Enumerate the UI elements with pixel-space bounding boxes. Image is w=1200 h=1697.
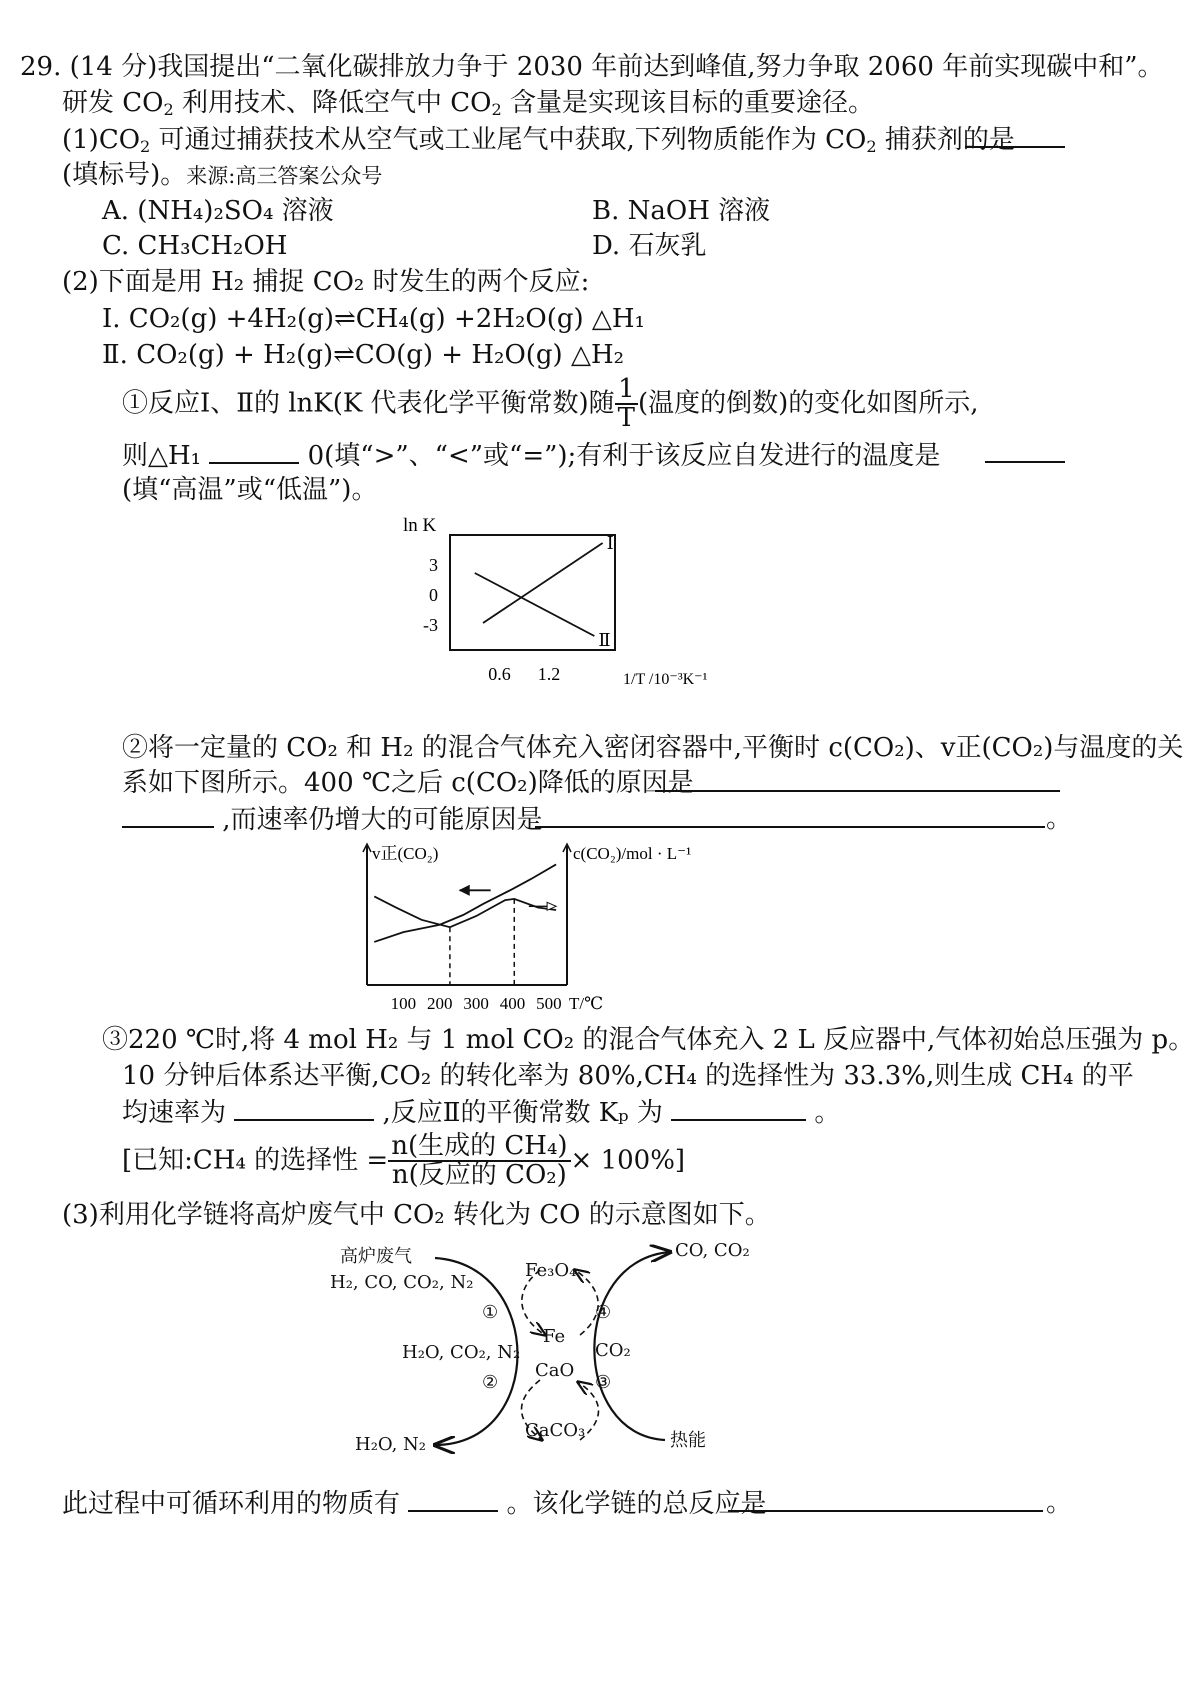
part2-q2-line3: ,而速率仍增大的可能原因是 [122, 804, 543, 836]
part3-final-end: 。 [1046, 1488, 1073, 1518]
reaction-2: Ⅱ. CO₂(g) + H₂(g)⇌CO(g) + H₂O(g) △H₂ [102, 340, 625, 370]
question-29-intro: 29. (14 分)我国提出“二氧化碳排放力争于 2030 年前达到峰值,努力争取 2060 年前实现碳中和”。 [20, 52, 1164, 82]
part3-stem: (3)利用化学链将高炉废气中 CO₂ 转化为 CO 的示意图如下。 [62, 1200, 771, 1230]
answer-blank-8[interactable] [671, 1097, 806, 1121]
right-y-axis-label: c(CO₂)/mol · L⁻¹ [573, 844, 692, 863]
series-curve-1 [374, 864, 556, 941]
x-tick-label: 200 [426, 994, 453, 1013]
answer-blank-6[interactable] [535, 804, 1045, 828]
part2-q1-line3: (填“高温”或“低温”)。 [122, 475, 378, 505]
answer-blank-4[interactable] [655, 768, 1060, 792]
chemical-chain-diagram [330, 1240, 790, 1470]
one-over-t-fraction: $\frac{1}{T}$ [615, 376, 638, 433]
part1-stem: $(1)CO_2$ 可通过捕获技术从空气或工业尾气中获取,下列物质能作为 $CO_2$ 捕获剂的是 [62, 125, 1015, 157]
step-4-label: ④ [595, 1302, 612, 1323]
source-note: 来源:高三答案公众号 [186, 164, 383, 188]
caco3-label: CaCO₃ [525, 1420, 586, 1441]
series-label-1: Ⅰ [606, 533, 614, 553]
co2-input-label: CO₂ [595, 1340, 631, 1361]
left-output-label: H₂O, N₂ [355, 1434, 427, 1455]
x-tick-label: 100 [390, 994, 417, 1013]
option-d: D. 石灰乳 [592, 231, 707, 261]
heat-label: 热能 [670, 1430, 706, 1451]
fe-label: Fe [543, 1326, 566, 1347]
left-direction-arrowhead [460, 885, 470, 895]
answer-blank-9[interactable] [408, 1488, 498, 1512]
answer-blank-10[interactable] [728, 1488, 1043, 1512]
selectivity-definition: [已知:CH₄ 的选择性 = $\frac{\text{n(生成的 CH₄)}}{\text{n(反应的 CO₂)}}$ × 100%] [122, 1131, 686, 1191]
y-tick-label: -3 [423, 615, 438, 635]
rate-concentration-chart [350, 840, 770, 1015]
question-29-intro-line2: 研发 $CO_2$ 利用技术、降低空气中 $CO_2$ 含量是实现该目标的重要途径。 [62, 88, 874, 120]
answer-blank-1[interactable] [965, 124, 1065, 148]
part2-q3-line2: 10 分钟后体系达平衡,CO₂ 的转化率为 80%,CH₄ 的选择性为 33.3%,则生成 CH₄ 的平 [122, 1061, 1134, 1091]
option-c: C. CH₃CH₂OH [102, 231, 288, 261]
waste-gas-components: H₂, CO, CO₂, N₂ [330, 1272, 474, 1293]
x-tick-label: 400 [499, 994, 526, 1013]
part2-q3-line3: 均速率为 ,反应Ⅱ的平衡常数 Kₚ 为 。 [122, 1098, 841, 1128]
option-a: A. (NH₄)₂SO₄ 溶液 [102, 196, 334, 226]
x-tick-label: 300 [463, 994, 489, 1013]
x-tick-label: 500 [536, 994, 562, 1013]
y-tick-label: 3 [429, 555, 438, 575]
selectivity-fraction: $\frac{\text{n(生成的 CH₄)}}{\text{n(反应的 CO₂)}}$ [388, 1133, 570, 1190]
part2-q3-line1: ③220 ℃时,将 4 mol H₂ 与 1 mol CO₂ 的混合气体充入 2 L 反应器中,气体初始总压强为 p。 [102, 1025, 1195, 1055]
series-label-2: Ⅱ [598, 630, 611, 650]
x-tick-label: 1.2 [537, 664, 561, 684]
answer-blank-2[interactable] [209, 440, 299, 464]
reaction-1: Ⅰ. CO₂(g) +4H₂(g)⇌CH₄(g) +2H₂O(g) △H₁ [102, 304, 645, 334]
answer-blank-5[interactable] [122, 804, 214, 828]
right-output-label: CO, CO₂ [675, 1240, 750, 1261]
y-axis-label: ln K [403, 515, 437, 536]
cao-label: CaO [535, 1360, 575, 1381]
part2-q2-line2: 系如下图所示。400 ℃之后 c(CO₂)降低的原因是 [122, 768, 694, 798]
part2-q1-line2: 则△H₁ 0(填“>”、“<”或“=”);有利于该反应自发进行的温度是 [122, 441, 941, 471]
x-axis-label: T/℃ [569, 994, 604, 1013]
answer-blank-7[interactable] [234, 1097, 374, 1121]
part2-q2-line1: ②将一定量的 CO₂ 和 H₂ 的混合气体充入密闭容器中,平衡时 c(CO₂)、v正(CO₂)与温度的关 [122, 733, 1184, 763]
series-curve-2 [374, 896, 556, 927]
waste-gas-label: 高炉废气 [340, 1246, 412, 1267]
step-3-label: ③ [595, 1372, 612, 1393]
part1-stem-line2: (填标号)。来源:高三答案公众号 [62, 160, 383, 190]
series-line-2 [475, 573, 595, 636]
part2-q2-end: 。 [1046, 804, 1073, 834]
part3-final: 此过程中可循环利用的物质有 。该化学链的总反应是 [62, 1489, 767, 1519]
x-tick-label: 0.6 [488, 664, 511, 684]
part2-stem: (2)下面是用 H₂ 捕捉 CO₂ 时发生的两个反应: [62, 267, 590, 297]
part2-q1: ①反应Ⅰ、Ⅱ的 lnK(K 代表化学平衡常数)随 $\frac{1}{T}$ (温度的倒数)的变化如图所示, [122, 374, 979, 434]
mid-left-products: H₂O, CO₂, N₂ [402, 1342, 521, 1363]
series-line-1 [483, 543, 603, 623]
step-1-label: ① [482, 1302, 499, 1323]
y-tick-label: 0 [429, 585, 438, 605]
answer-blank-3[interactable] [985, 439, 1065, 463]
step-2-label: ② [482, 1372, 499, 1393]
option-b: B. NaOH 溶液 [592, 196, 771, 226]
fe3o4-label: Fe₃O₄ [525, 1260, 577, 1281]
left-y-axis-label: v正(CO₂) [372, 844, 439, 863]
lnk-chart [395, 515, 725, 705]
x-axis-label: 1/T /10⁻³K⁻¹ [623, 671, 708, 688]
